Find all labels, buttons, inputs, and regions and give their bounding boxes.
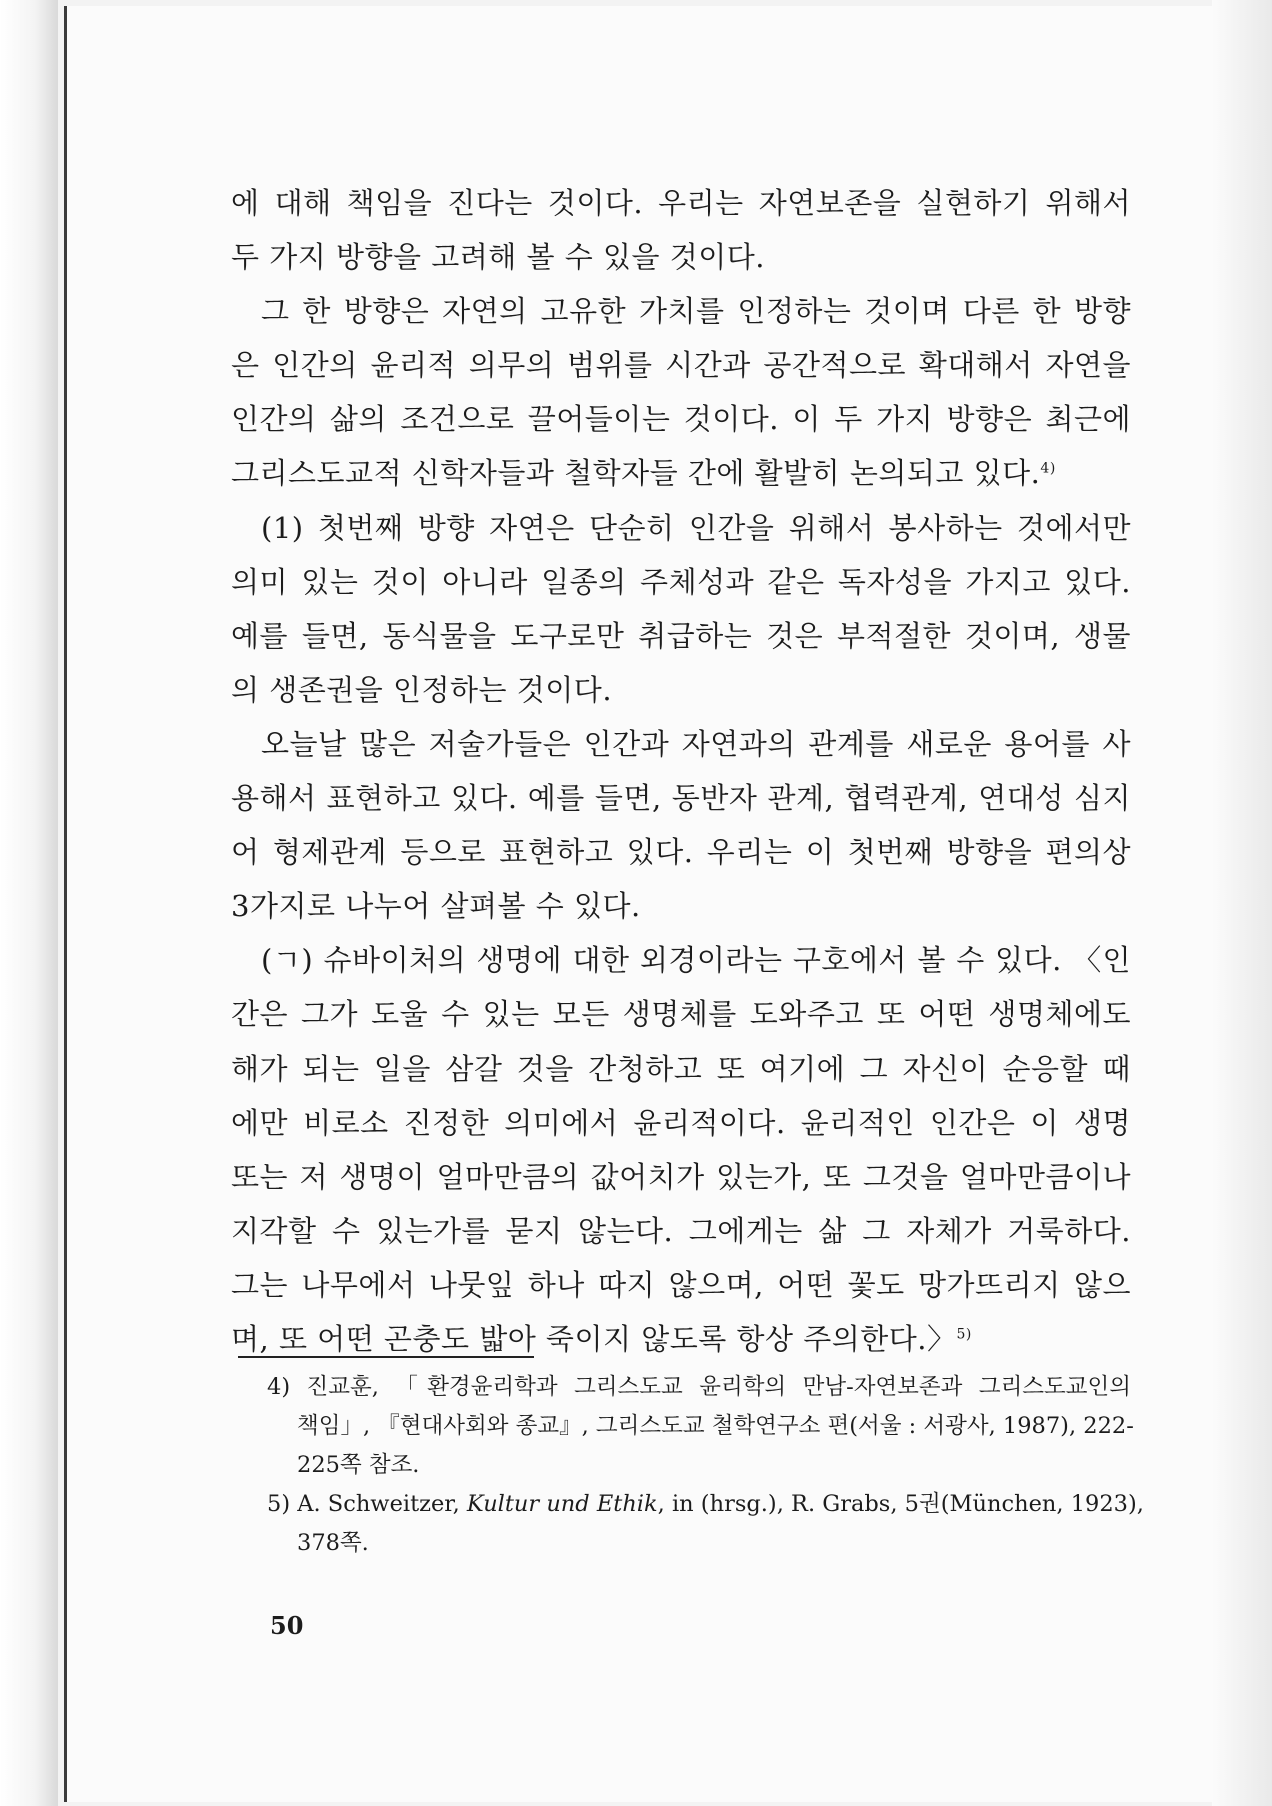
page-number: 50: [270, 1611, 304, 1640]
body-line-3: 그 한 방향은 자연의 고유한 가치를 인정하는 것이며 다른 한 방향: [261, 294, 1131, 329]
footnote-4-line-1: 4) 진교훈, 「환경윤리학과 그리스도교 윤리학의 만남-자연보존과 그리스도교인의: [267, 1374, 1131, 1400]
footnote-4-line-2: 책임」, 『현대사회와 종교』, 그리스도교 철학연구소 편(서울 : 서광사, 1987), 222-: [297, 1413, 1134, 1439]
body-line-12: 용해서 표현하고 있다. 예를 들면, 동반자 관계, 협력관계, 연대성 심지: [231, 781, 1131, 816]
book-gutter: [0, 0, 58, 1806]
body-line-17: 해가 되는 일을 삼갈 것을 간청하고 또 여기에 그 자신이 순응할 때: [231, 1051, 1131, 1086]
body-line-15: (ㄱ) 슈바이처의 생명에 대한 외경이라는 구호에서 볼 수 있다. 〈인: [261, 943, 1131, 978]
footnote-ref-4[interactable]: 4): [1040, 460, 1056, 477]
body-line-7: (1) 첫번째 방향 자연은 단순히 인간을 위해서 봉사하는 것에서만: [261, 510, 1131, 545]
body-line-6: 그리스도교적 신학자들과 철학자들 간에 활발히 논의되고 있다.$^{4)}$: [231, 456, 1056, 491]
page-edge-shadow: [1212, 0, 1272, 1806]
body-line-16: 간은 그가 도울 수 있는 모든 생명체를 도와주고 또 어떤 생명체에도: [231, 997, 1131, 1032]
body-line-8: 의미 있는 것이 아니라 일종의 주체성과 같은 독자성을 가지고 있다.: [231, 564, 1131, 599]
footnote-ref-5[interactable]: 5): [956, 1326, 972, 1343]
body-text: [231, 176, 1131, 1366]
body-line-14: 3가지로 나누어 살펴볼 수 있다.: [231, 889, 641, 924]
footnote-5-line-1: 5) A. Schweitzer, Kultur und Ethik, in (hrsg.), R. Grabs, 5권(München, 1923),: [267, 1491, 1144, 1517]
body-line-21: 그는 나무에서 나뭇잎 하나 따지 않으며, 어떤 꽃도 망가뜨리지 않으: [231, 1267, 1131, 1302]
body-line-9: 예를 들면, 동식물을 도구로만 취급하는 것은 부적절한 것이며, 생물: [231, 618, 1131, 653]
footnote-5-line-2: 378쪽.: [297, 1530, 369, 1556]
body-line-10: 의 생존권을 인정하는 것이다.: [231, 672, 613, 707]
body-line-4: 은 인간의 윤리적 의무의 범위를 시간과 공간적으로 확대해서 자연을: [231, 348, 1131, 383]
body-line-5: 인간의 삶의 조건으로 끌어들이는 것이다. 이 두 가지 방향은 최근에: [231, 402, 1131, 437]
body-line-13: 어 형제관계 등으로 표현하고 있다. 우리는 이 첫번째 방향을 편의상: [231, 835, 1131, 870]
footnote-divider: [238, 1356, 534, 1358]
book-title: Kultur und Ethik: [466, 1491, 658, 1517]
body-line-11: 오늘날 많은 저술가들은 인간과 자연과의 관계를 새로운 용어를 사: [261, 726, 1131, 761]
body-line-18: 에만 비로소 진정한 의미에서 윤리적이다. 윤리적인 인간은 이 생명: [231, 1105, 1131, 1140]
body-line-2: 두 가지 방향을 고려해 볼 수 있을 것이다.: [231, 240, 765, 275]
footnote-4-line-3: 225쪽 참조.: [297, 1452, 420, 1478]
body-line-22: 며, 또 어떤 곤충도 밟아 죽이지 않도록 항상 주의한다.〉$^{5)}$: [231, 1321, 972, 1356]
body-line-20: 지각할 수 있는가를 묻지 않는다. 그에게는 삶 그 자체가 거룩하다.: [231, 1213, 1131, 1248]
footnotes: [267, 1368, 1144, 1563]
body-line-19: 또는 저 생명이 얼마만큼의 값어치가 있는가, 또 그것을 얼마만큼이나: [231, 1159, 1131, 1194]
body-line-1: 에 대해 책임을 진다는 것이다. 우리는 자연보존을 실현하기 위해서: [231, 186, 1131, 220]
